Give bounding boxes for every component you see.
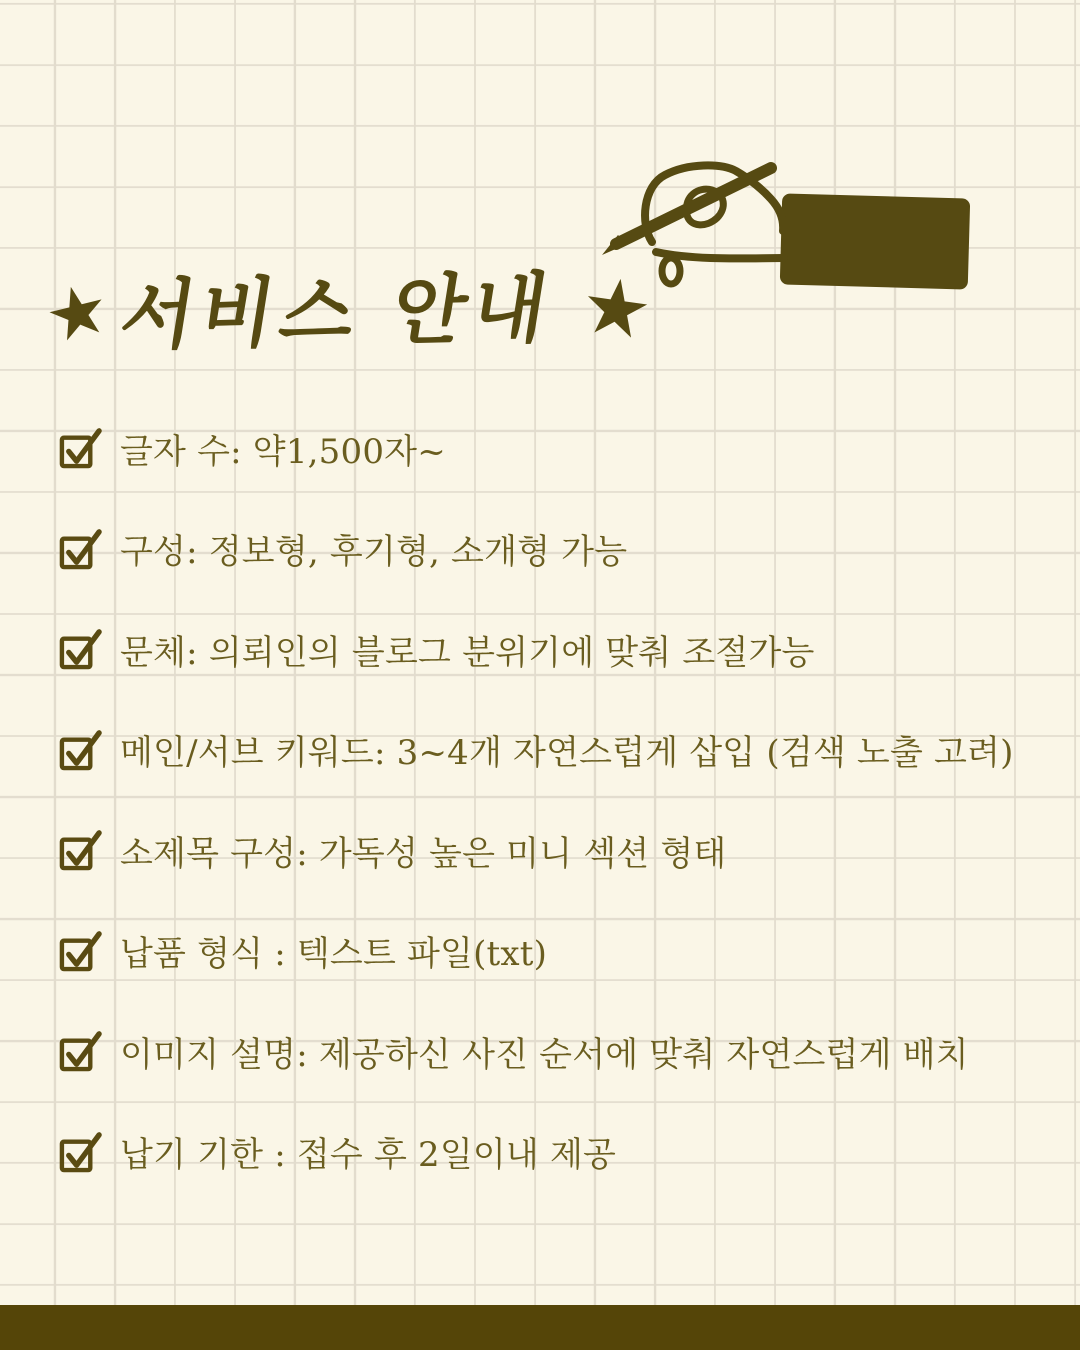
title-row [36, 250, 658, 361]
checklist-item-label: 구성: 정보형, 후기형, 소개형 가능 [120, 532, 628, 573]
star-icon-right: ★ [575, 259, 658, 359]
checked-checkbox-icon [58, 1129, 103, 1175]
sleeve-shape [780, 193, 970, 289]
star-icon-left: ★ [36, 265, 118, 361]
page-title: 서비스 안내 [114, 262, 560, 360]
checklist-item-label: 글자 수: 약1,500자~ [120, 431, 446, 472]
checklist-item-label: 문체: 의뢰인의 블로그 분위기에 맞춰 조절가능 [120, 632, 815, 673]
checklist-item [58, 398, 1038, 499]
checklist-item-label: 납기 기한 : 접수 후 2일이내 제공 [120, 1135, 617, 1176]
checked-checkbox-icon [58, 727, 103, 773]
checklist-item [58, 1102, 1038, 1203]
checked-checkbox-icon [58, 928, 103, 974]
checklist-item-label: 이미지 설명: 제공하신 사진 순서에 맞춰 자연스럽게 배치 [120, 1034, 969, 1075]
checklist-item [58, 700, 1038, 801]
checklist-item [58, 800, 1038, 901]
checklist [58, 398, 1038, 1202]
pen-hand-illustration [598, 138, 983, 308]
checked-checkbox-icon [58, 425, 103, 471]
checked-checkbox-icon [58, 526, 103, 572]
checklist-item-label: 메인/서브 키워드: 3~4개 자연스럽게 삽입 (검색 노출 고려) [120, 733, 1014, 774]
checklist-item [58, 901, 1038, 1002]
checklist-item-label: 납품 형식 : 텍스트 파일(txt) [120, 934, 548, 975]
checked-checkbox-icon [58, 827, 103, 873]
checked-checkbox-icon [58, 1028, 103, 1074]
checklist-item [58, 499, 1038, 600]
checked-checkbox-icon [58, 626, 103, 672]
checklist-item [58, 599, 1038, 700]
checklist-item-label: 소제목 구성: 가독성 높은 미니 섹션 형태 [120, 833, 727, 874]
checklist-item [58, 1001, 1038, 1102]
pen-icon [616, 168, 771, 244]
finger-shape [662, 258, 680, 284]
bottom-bar [0, 1305, 1080, 1350]
